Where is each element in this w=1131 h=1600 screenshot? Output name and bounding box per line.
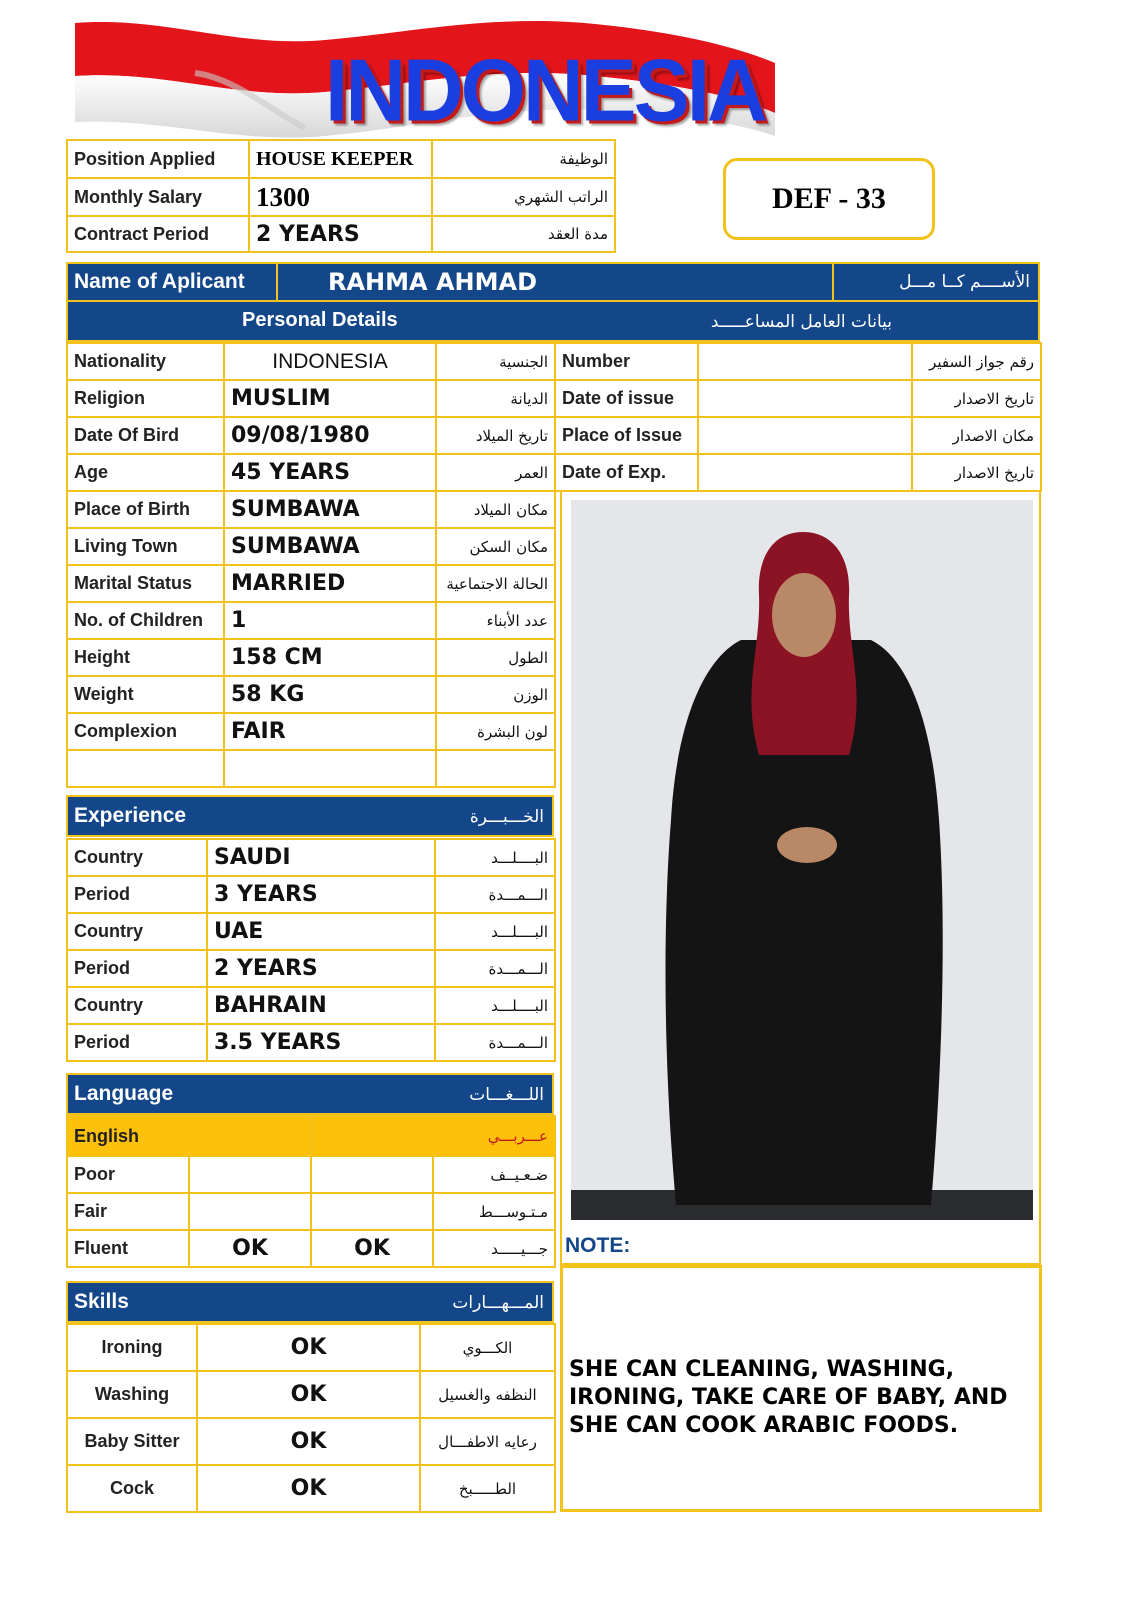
field-value: FAIR: [224, 713, 436, 750]
arabic-column-label: عـــربـــي: [311, 1116, 555, 1156]
level-label: Fair: [67, 1193, 189, 1230]
position-label-ar: الوظيفة: [432, 140, 615, 178]
field-label-ar: الحالة الاجتماعية: [436, 565, 555, 602]
banner-title: INDONESIA: [325, 40, 765, 140]
field-label: Height: [67, 639, 224, 676]
empty-cell: [224, 750, 436, 787]
language-label-ar: اللـــغـــات: [469, 1085, 544, 1105]
field-label: Complexion: [67, 713, 224, 750]
field-label-ar: الوزن: [436, 676, 555, 713]
experience-field-label-ar: الـــمـــدة: [435, 876, 555, 913]
job-row: [67, 178, 615, 216]
table-row: [67, 1156, 555, 1193]
skills-label: Skills: [74, 1290, 129, 1313]
level-label: Poor: [67, 1156, 189, 1193]
applicant-photo: [571, 500, 1033, 1220]
arabic-level-value: [311, 1193, 433, 1230]
passport-value: [698, 343, 912, 380]
skill-value: OK: [197, 1324, 420, 1371]
field-label-ar: مكان السكن: [436, 528, 555, 565]
salary-label: Monthly Salary: [67, 178, 249, 216]
field-label-ar: مكان الميلاد: [436, 491, 555, 528]
passport-value: [698, 454, 912, 491]
field-value: INDONESIA: [224, 343, 436, 380]
english-level-value: [189, 1156, 311, 1193]
field-value: SUMBAWA: [224, 491, 436, 528]
experience-field-value: 3.5 YEARS: [207, 1024, 435, 1061]
applicant-label: Name of Aplicant: [74, 270, 245, 293]
field-label: Weight: [67, 676, 224, 713]
job-row: [67, 216, 615, 252]
experience-field-value: UAE: [207, 913, 435, 950]
position-value: HOUSE KEEPER: [249, 140, 432, 178]
salary-value: 1300: [249, 178, 432, 216]
table-row: [67, 676, 555, 713]
table-row: [67, 1418, 555, 1465]
personal-details-label-ar: بيانات العامل المساعـــــد: [710, 312, 892, 332]
skills-table: [66, 1323, 556, 1513]
english-level-value: [189, 1193, 311, 1230]
language-subheader: [67, 1116, 555, 1156]
job-info-table: [66, 139, 616, 253]
experience-field-label-ar: البــــلـــد: [435, 839, 555, 876]
table-row: [555, 454, 1041, 491]
field-label: Marital Status: [67, 565, 224, 602]
field-value: 1: [224, 602, 436, 639]
personal-details-label: Personal Details: [242, 309, 398, 331]
personal-details-bar: [66, 300, 1040, 342]
table-row: [67, 713, 555, 750]
note-box: [560, 1265, 1042, 1512]
empty-cell: [436, 750, 555, 787]
experience-label-ar: الخـــبـــرة: [469, 807, 544, 827]
table-row: [67, 417, 555, 454]
field-value: 09/08/1980: [224, 417, 436, 454]
passport-label-ar: تاريخ الاصدار: [912, 380, 1041, 417]
table-row: [67, 602, 555, 639]
experience-field-label-ar: الـــمـــدة: [435, 1024, 555, 1061]
applicant-name: RAHMA AHMAD: [328, 268, 537, 296]
table-row: [67, 491, 555, 528]
field-label: No. of Children: [67, 602, 224, 639]
experience-field-label: Country: [67, 839, 207, 876]
experience-field-label: Country: [67, 913, 207, 950]
passport-label-ar: تاريخ الاصدار: [912, 454, 1041, 491]
table-row: [67, 1465, 555, 1512]
passport-label: Date of issue: [555, 380, 698, 417]
experience-field-label: Period: [67, 1024, 207, 1061]
language-bar: [66, 1073, 554, 1115]
table-row: [67, 1230, 555, 1267]
experience-bar: [66, 795, 554, 837]
field-label: Nationality: [67, 343, 224, 380]
table-row: [555, 343, 1041, 380]
skill-label-ar: الكـــوي: [420, 1324, 555, 1371]
passport-value: [698, 417, 912, 454]
table-row: [67, 380, 555, 417]
table-row: [67, 565, 555, 602]
salary-label-ar: الراتب الشهري: [432, 178, 615, 216]
skills-label-ar: المـــهـــارات: [452, 1293, 544, 1313]
field-label-ar: الجنسية: [436, 343, 555, 380]
field-label: Date Of Bird: [67, 417, 224, 454]
level-label-ar: جـــيـــــد: [433, 1230, 555, 1267]
field-label: Place of Birth: [67, 491, 224, 528]
field-value: MUSLIM: [224, 380, 436, 417]
skill-label-ar: النظفه والغسيل: [420, 1371, 555, 1418]
field-value: 158 CM: [224, 639, 436, 676]
level-label: Fluent: [67, 1230, 189, 1267]
experience-table: [66, 838, 556, 1062]
level-label-ar: مـتـوســـط: [433, 1193, 555, 1230]
applicant-bar: [66, 262, 1040, 302]
divider: [832, 264, 834, 300]
experience-field-label: Period: [67, 950, 207, 987]
experience-field-value: 2 YEARS: [207, 950, 435, 987]
arabic-level-value: [311, 1156, 433, 1193]
field-label-ar: الطول: [436, 639, 555, 676]
table-row: [67, 528, 555, 565]
field-value: SUMBAWA: [224, 528, 436, 565]
table-row: [67, 639, 555, 676]
position-label: Position Applied: [67, 140, 249, 178]
table-row: [67, 876, 555, 913]
job-row: [67, 140, 615, 178]
field-label: Living Town: [67, 528, 224, 565]
experience-field-label-ar: الـــمـــدة: [435, 950, 555, 987]
divider: [276, 264, 278, 300]
note-label: NOTE:: [565, 1234, 631, 1257]
experience-field-label: Country: [67, 987, 207, 1024]
level-label-ar: ضـعـيــف: [433, 1156, 555, 1193]
passport-table: [554, 342, 1042, 492]
table-row: [67, 839, 555, 876]
table-row: [67, 1371, 555, 1418]
experience-field-value: BAHRAIN: [207, 987, 435, 1024]
table-row: [555, 417, 1041, 454]
empty-row: [67, 750, 555, 787]
experience-field-label: Period: [67, 876, 207, 913]
table-row: [67, 913, 555, 950]
passport-value: [698, 380, 912, 417]
field-label-ar: لون البشرة: [436, 713, 555, 750]
table-row: [555, 380, 1041, 417]
table-row: [67, 1024, 555, 1061]
skill-value: OK: [197, 1371, 420, 1418]
table-row: [67, 1324, 555, 1371]
passport-label-ar: مكان الاصدار: [912, 417, 1041, 454]
language-table: [66, 1115, 556, 1268]
field-label-ar: العمر: [436, 454, 555, 491]
table-row: [67, 1193, 555, 1230]
passport-label-ar: رقم جواز السفير: [912, 343, 1041, 380]
skill-label: Washing: [67, 1371, 197, 1418]
passport-label: Date of Exp.: [555, 454, 698, 491]
field-label: Age: [67, 454, 224, 491]
skill-label: Ironing: [67, 1324, 197, 1371]
contract-label: Contract Period: [67, 216, 249, 252]
field-value: 58 KG: [224, 676, 436, 713]
reference-code: DEF - 33: [723, 158, 935, 240]
field-value: MARRIED: [224, 565, 436, 602]
experience-label: Experience: [74, 804, 187, 827]
arabic-level-value: OK: [311, 1230, 433, 1267]
table-row: [67, 950, 555, 987]
field-label-ar: تاريخ الميلاد: [436, 417, 555, 454]
note-text: SHE CAN CLEANING, WASHING, IRONING, TAKE CARE OF BABY, AND SHE CAN COOK ARABIC FOODS.: [569, 1357, 1008, 1438]
english-level-value: OK: [189, 1230, 311, 1267]
empty-cell: [67, 750, 224, 787]
skill-value: OK: [197, 1465, 420, 1512]
english-column-label: English: [67, 1116, 311, 1156]
contract-value: 2 YEARS: [249, 216, 432, 252]
language-label: Language: [74, 1082, 174, 1105]
experience-field-label-ar: البــــلـــد: [435, 913, 555, 950]
skill-label: Cock: [67, 1465, 197, 1512]
skills-bar: [66, 1281, 554, 1323]
personal-details-table: [66, 342, 556, 788]
experience-field-label-ar: البــــلـــد: [435, 987, 555, 1024]
table-row: [67, 454, 555, 491]
experience-field-value: 3 YEARS: [207, 876, 435, 913]
skill-label: Baby Sitter: [67, 1418, 197, 1465]
skill-value: OK: [197, 1418, 420, 1465]
contract-label-ar: مدة العقد: [432, 216, 615, 252]
passport-label: Place of Issue: [555, 417, 698, 454]
table-row: [67, 343, 555, 380]
passport-label: Number: [555, 343, 698, 380]
field-label: Religion: [67, 380, 224, 417]
skill-label-ar: الطـــــبخ: [420, 1465, 555, 1512]
applicant-label-ar: الأســــم كــا مـــل: [899, 272, 1030, 292]
experience-field-value: SAUDI: [207, 839, 435, 876]
field-value: 45 YEARS: [224, 454, 436, 491]
field-label-ar: عدد الأبناء: [436, 602, 555, 639]
skill-label-ar: رعايه الاطفـــال: [420, 1418, 555, 1465]
field-label-ar: الديانة: [436, 380, 555, 417]
table-row: [67, 987, 555, 1024]
